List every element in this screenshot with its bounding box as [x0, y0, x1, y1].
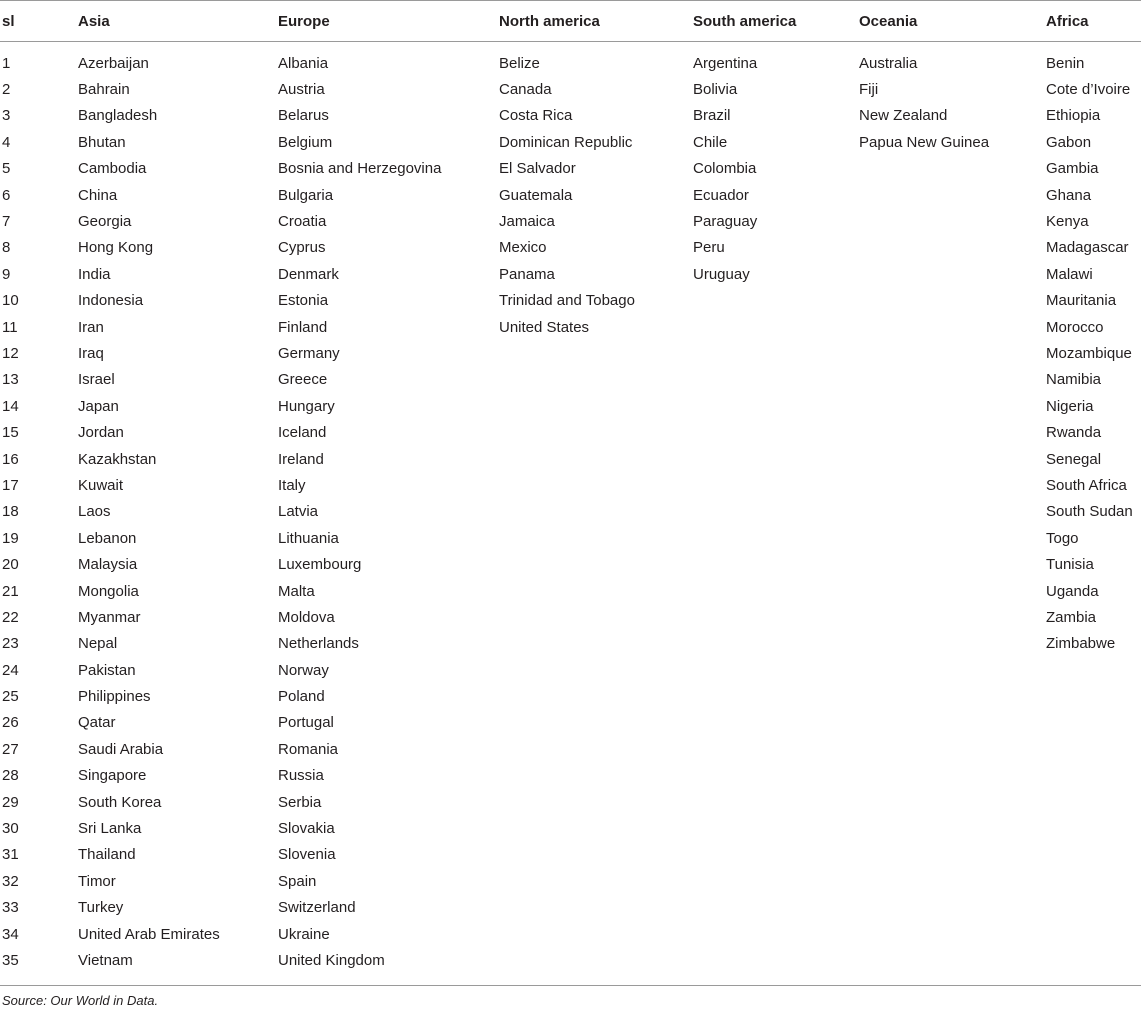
cell-north-america	[497, 710, 691, 736]
cell-europe: Bulgaria	[278, 186, 334, 204]
cell-sl: 7	[2, 213, 11, 231]
cell-africa: Togo	[1046, 529, 1079, 547]
cell-north-america	[497, 789, 691, 815]
cell-south-america	[691, 604, 857, 630]
cell-oceania	[857, 604, 1044, 630]
cell-europe: Greece	[278, 371, 328, 389]
table-row	[0, 76, 1141, 102]
cell-south-america: Chile	[693, 133, 728, 151]
cell-europe: Malta	[278, 582, 315, 600]
cell-asia: Japan	[78, 397, 119, 415]
cell-africa	[1044, 842, 1141, 868]
cell-oceania	[857, 657, 1044, 683]
table-row	[0, 842, 1141, 868]
cell-sl: 16	[2, 450, 19, 468]
cell-africa	[1044, 763, 1141, 789]
cell-south-america	[691, 736, 857, 762]
cell-sl: 10	[2, 292, 19, 310]
cell-oceania	[857, 710, 1044, 736]
cell-oceania	[857, 683, 1044, 709]
cell-africa: Nigeria	[1046, 397, 1094, 415]
cell-sl: 21	[2, 582, 19, 600]
cell-africa	[1044, 895, 1141, 921]
cell-africa: Ethiopia	[1046, 107, 1101, 125]
cell-oceania	[857, 895, 1044, 921]
table-row	[0, 208, 1141, 234]
cell-europe: Slovakia	[278, 820, 335, 838]
cell-asia: Azerbaijan	[78, 54, 149, 72]
cell-north-america	[497, 842, 691, 868]
table-row	[0, 657, 1141, 683]
cell-europe: Moldova	[278, 608, 335, 626]
table-body	[0, 42, 1141, 980]
table-row	[0, 921, 1141, 947]
cell-asia: Iran	[78, 318, 104, 336]
cell-north-america	[497, 736, 691, 762]
table-row	[0, 393, 1141, 419]
cell-africa	[1044, 683, 1141, 709]
table-row	[0, 683, 1141, 709]
cell-oceania	[857, 156, 1044, 182]
cell-asia: Bangladesh	[78, 107, 158, 125]
cell-europe: Denmark	[278, 265, 339, 283]
cell-north-america: Panama	[499, 265, 555, 283]
cell-oceania: Papua New Guinea	[859, 133, 990, 151]
cell-oceania	[857, 340, 1044, 366]
cell-asia: Vietnam	[78, 951, 133, 969]
cell-sl: 12	[2, 344, 19, 362]
cell-asia: Jordan	[78, 424, 124, 442]
cell-south-america	[691, 895, 857, 921]
cell-south-america	[691, 947, 857, 979]
cell-africa: Malawi	[1046, 265, 1093, 283]
cell-asia: Kuwait	[78, 476, 124, 494]
cell-south-america: Brazil	[693, 107, 731, 125]
cell-europe: Croatia	[278, 213, 327, 231]
cell-oceania: New Zealand	[859, 107, 948, 125]
cell-europe: Austria	[278, 81, 325, 99]
table-row	[0, 103, 1141, 129]
cell-asia: Indonesia	[78, 292, 144, 310]
cell-asia: Nepal	[78, 635, 118, 653]
cell-oceania	[857, 868, 1044, 894]
cell-south-america: Bolivia	[693, 81, 738, 99]
table-row	[0, 895, 1141, 921]
cell-africa: Benin	[1046, 54, 1085, 72]
cell-asia: Turkey	[78, 899, 124, 917]
cell-oceania	[857, 947, 1044, 979]
cell-south-america	[691, 763, 857, 789]
cell-europe: Iceland	[278, 424, 327, 442]
cell-asia: United Arab Emirates	[78, 925, 220, 943]
cell-europe: United Kingdom	[278, 951, 385, 969]
cell-asia: India	[78, 265, 111, 283]
cell-asia: China	[78, 186, 118, 204]
cell-asia: Iraq	[78, 344, 104, 362]
cell-asia: Timor	[78, 872, 116, 890]
table-header	[0, 1, 1141, 42]
header-row	[0, 1, 1141, 42]
cell-south-america: Uruguay	[693, 265, 750, 283]
cell-europe: Ukraine	[278, 925, 330, 943]
cell-oceania	[857, 631, 1044, 657]
cell-north-america: Costa Rica	[499, 107, 573, 125]
cell-africa	[1044, 789, 1141, 815]
source-note: Source: Our World in Data.	[2, 993, 159, 1008]
cell-africa: Mauritania	[1046, 292, 1117, 310]
header-south-america: South america	[691, 1, 857, 42]
cell-europe: Portugal	[278, 714, 334, 732]
cell-africa: Mozambique	[1046, 344, 1132, 362]
cell-north-america	[497, 868, 691, 894]
table-row	[0, 789, 1141, 815]
cell-oceania	[857, 367, 1044, 393]
table-row	[0, 578, 1141, 604]
cell-south-america	[691, 815, 857, 841]
cell-south-america: Colombia	[693, 160, 757, 178]
cell-sl: 6	[2, 186, 11, 204]
cell-south-america: Paraguay	[693, 213, 758, 231]
cell-north-america	[497, 604, 691, 630]
cell-africa: Madagascar	[1046, 239, 1129, 257]
cell-south-america	[691, 472, 857, 498]
cell-south-america	[691, 419, 857, 445]
table-row	[0, 551, 1141, 577]
cell-africa	[1044, 868, 1141, 894]
cell-europe: Germany	[278, 344, 340, 362]
cell-north-america	[497, 472, 691, 498]
cell-europe: Cyprus	[278, 239, 326, 257]
table-row	[0, 710, 1141, 736]
cell-oceania	[857, 789, 1044, 815]
cell-asia: Myanmar	[78, 608, 141, 626]
cell-europe: Latvia	[278, 503, 319, 521]
cell-europe: Serbia	[278, 793, 322, 811]
cell-asia: Georgia	[78, 213, 132, 231]
table-row	[0, 288, 1141, 314]
cell-sl: 22	[2, 608, 19, 626]
cell-oceania: Fiji	[859, 81, 879, 99]
cell-asia: Thailand	[78, 846, 136, 864]
table-row	[0, 340, 1141, 366]
cell-asia: Pakistan	[78, 661, 136, 679]
cell-europe: Luxembourg	[278, 556, 362, 574]
cell-sl: 5	[2, 160, 11, 178]
cell-north-america	[497, 393, 691, 419]
cell-europe: Belarus	[278, 107, 329, 125]
cell-north-america: El Salvador	[499, 160, 576, 178]
cell-south-america	[691, 525, 857, 551]
cell-europe: Norway	[278, 661, 329, 679]
cell-sl: 18	[2, 503, 19, 521]
cell-north-america	[497, 921, 691, 947]
cell-europe: Estonia	[278, 292, 329, 310]
cell-africa: Uganda	[1046, 582, 1099, 600]
cell-north-america: Belize	[499, 54, 540, 72]
table-bottom-rule	[0, 985, 1141, 986]
cell-oceania	[857, 314, 1044, 340]
cell-oceania	[857, 763, 1044, 789]
cell-north-america: United States	[499, 318, 590, 336]
cell-africa: Kenya	[1046, 213, 1089, 231]
cell-sl: 34	[2, 925, 19, 943]
cell-asia: Laos	[78, 503, 111, 521]
cell-africa	[1044, 657, 1141, 683]
cell-north-america	[497, 947, 691, 979]
cell-north-america	[497, 551, 691, 577]
cell-oceania	[857, 499, 1044, 525]
table-row	[0, 815, 1141, 841]
cell-asia: Qatar	[78, 714, 116, 732]
cell-europe: Russia	[278, 767, 324, 785]
cell-asia: Kazakhstan	[78, 450, 157, 468]
table-row	[0, 367, 1141, 393]
cell-asia: Bahrain	[78, 81, 130, 99]
cell-oceania	[857, 182, 1044, 208]
cell-africa: Namibia	[1046, 371, 1102, 389]
cell-africa: Gambia	[1046, 160, 1099, 178]
cell-south-america	[691, 657, 857, 683]
cell-africa	[1044, 921, 1141, 947]
table-row	[0, 261, 1141, 287]
cell-oceania	[857, 551, 1044, 577]
header-oceania: Oceania	[857, 1, 1044, 42]
cell-asia: Saudi Arabia	[78, 740, 164, 758]
cell-asia: Sri Lanka	[78, 820, 142, 838]
cell-sl: 35	[2, 951, 19, 969]
header-north-america: North america	[497, 1, 691, 42]
cell-africa	[1044, 815, 1141, 841]
cell-europe: Romania	[278, 740, 339, 758]
cell-oceania	[857, 419, 1044, 445]
cell-oceania	[857, 815, 1044, 841]
cell-oceania	[857, 736, 1044, 762]
cell-south-america	[691, 921, 857, 947]
cell-asia: Lebanon	[78, 529, 137, 547]
cell-oceania	[857, 842, 1044, 868]
cell-africa: Morocco	[1046, 318, 1104, 336]
cell-africa: Zimbabwe	[1046, 635, 1116, 653]
cell-asia: Cambodia	[78, 160, 147, 178]
cell-europe: Bosnia and Herzegovina	[278, 160, 442, 178]
cell-europe: Poland	[278, 688, 325, 706]
cell-africa: Senegal	[1046, 450, 1102, 468]
cell-sl: 14	[2, 397, 19, 415]
cell-sl: 32	[2, 872, 19, 890]
cell-north-america: Mexico	[499, 239, 547, 257]
cell-sl: 26	[2, 714, 19, 732]
cell-oceania	[857, 288, 1044, 314]
header-sl: sl	[0, 1, 76, 42]
cell-sl: 27	[2, 740, 19, 758]
cell-sl: 24	[2, 661, 19, 679]
table-row	[0, 129, 1141, 155]
cell-sl: 9	[2, 265, 11, 283]
cell-asia: Mongolia	[78, 582, 139, 600]
table-row	[0, 156, 1141, 182]
cell-europe: Lithuania	[278, 529, 339, 547]
cell-asia: Israel	[78, 371, 115, 389]
cell-sl: 15	[2, 424, 19, 442]
cell-sl: 28	[2, 767, 19, 785]
cell-africa: Cote d’Ivoire	[1046, 81, 1131, 99]
table-row	[0, 499, 1141, 525]
cell-oceania	[857, 525, 1044, 551]
cell-sl: 17	[2, 476, 19, 494]
table-row	[0, 235, 1141, 261]
cell-europe: Ireland	[278, 450, 324, 468]
cell-sl: 19	[2, 529, 19, 547]
cell-africa: Zambia	[1046, 608, 1097, 626]
cell-south-america: Argentina	[693, 54, 758, 72]
cell-africa	[1044, 947, 1141, 979]
cell-sl: 11	[2, 318, 18, 336]
cell-north-america	[497, 499, 691, 525]
cell-asia: Philippines	[78, 688, 151, 706]
cell-oceania	[857, 235, 1044, 261]
cell-africa: South Africa	[1046, 476, 1127, 494]
table-row	[0, 314, 1141, 340]
table-row	[0, 763, 1141, 789]
cell-south-america	[691, 789, 857, 815]
cell-europe: Switzerland	[278, 899, 356, 917]
cell-sl: 31	[2, 846, 19, 864]
cell-africa: Ghana	[1046, 186, 1092, 204]
table-row	[0, 42, 1141, 77]
cell-south-america	[691, 683, 857, 709]
cell-sl: 13	[2, 371, 19, 389]
cell-asia: Hong Kong	[78, 239, 154, 257]
cell-oceania	[857, 578, 1044, 604]
cell-africa: Tunisia	[1046, 556, 1094, 574]
header-asia: Asia	[76, 1, 276, 42]
cell-oceania	[857, 208, 1044, 234]
cell-south-america	[691, 288, 857, 314]
cell-oceania	[857, 261, 1044, 287]
cell-south-america	[691, 631, 857, 657]
cell-sl: 4	[2, 133, 11, 151]
cell-north-america	[497, 340, 691, 366]
cell-south-america	[691, 446, 857, 472]
table-row	[0, 947, 1141, 979]
cell-oceania	[857, 446, 1044, 472]
cell-sl: 8	[2, 239, 11, 257]
cell-oceania	[857, 921, 1044, 947]
cell-south-america	[691, 710, 857, 736]
cell-europe: Hungary	[278, 397, 335, 415]
cell-north-america	[497, 815, 691, 841]
cell-south-america	[691, 842, 857, 868]
cell-north-america	[497, 367, 691, 393]
cell-north-america	[497, 631, 691, 657]
table-row	[0, 736, 1141, 762]
cell-sl: 1	[2, 54, 11, 72]
cell-north-america: Dominican Republic	[499, 133, 633, 151]
cell-africa	[1044, 736, 1141, 762]
cell-south-america	[691, 551, 857, 577]
cell-oceania	[857, 393, 1044, 419]
table-row	[0, 525, 1141, 551]
cell-europe: Netherlands	[278, 635, 359, 653]
cell-asia: South Korea	[78, 793, 162, 811]
cell-north-america	[497, 419, 691, 445]
cell-sl: 23	[2, 635, 19, 653]
cell-north-america	[497, 525, 691, 551]
cell-north-america: Trinidad and Tobago	[499, 292, 635, 310]
cell-south-america	[691, 578, 857, 604]
cell-south-america	[691, 367, 857, 393]
table-row	[0, 446, 1141, 472]
cell-sl: 2	[2, 81, 11, 99]
table-row	[0, 182, 1141, 208]
cell-north-america: Canada	[499, 81, 552, 99]
table-row	[0, 604, 1141, 630]
cell-europe: Albania	[278, 54, 329, 72]
header-africa: Africa	[1044, 1, 1141, 42]
cell-south-america	[691, 868, 857, 894]
cell-europe: Italy	[278, 476, 306, 494]
cell-oceania: Australia	[859, 54, 918, 72]
cell-europe: Finland	[278, 318, 328, 336]
cell-sl: 25	[2, 688, 19, 706]
cell-north-america	[497, 895, 691, 921]
cell-africa: South Sudan	[1046, 503, 1133, 521]
cell-asia: Singapore	[78, 767, 147, 785]
cell-south-america	[691, 314, 857, 340]
cell-south-america	[691, 340, 857, 366]
cell-europe: Belgium	[278, 133, 333, 151]
cell-south-america: Ecuador	[693, 186, 749, 204]
cell-asia: Bhutan	[78, 133, 126, 151]
cell-south-america: Peru	[693, 239, 725, 257]
cell-oceania	[857, 472, 1044, 498]
cell-europe: Slovenia	[278, 846, 336, 864]
cell-north-america: Jamaica	[499, 213, 555, 231]
cell-north-america	[497, 446, 691, 472]
cell-sl: 30	[2, 820, 19, 838]
cell-africa: Gabon	[1046, 133, 1092, 151]
cell-north-america	[497, 578, 691, 604]
cell-europe: Spain	[278, 872, 317, 890]
table-row	[0, 419, 1141, 445]
cell-north-america	[497, 763, 691, 789]
cell-south-america	[691, 393, 857, 419]
cell-sl: 29	[2, 793, 19, 811]
cell-africa	[1044, 710, 1141, 736]
table-row	[0, 631, 1141, 657]
header-europe: Europe	[276, 1, 497, 42]
table-row	[0, 868, 1141, 894]
cell-north-america	[497, 683, 691, 709]
cell-sl: 33	[2, 899, 19, 917]
cell-south-america	[691, 499, 857, 525]
cell-sl: 3	[2, 107, 11, 125]
cell-north-america	[497, 657, 691, 683]
table-row	[0, 472, 1141, 498]
cell-asia: Malaysia	[78, 556, 138, 574]
cell-north-america: Guatemala	[499, 186, 573, 204]
cell-sl: 20	[2, 556, 19, 574]
cell-africa: Rwanda	[1046, 424, 1102, 442]
